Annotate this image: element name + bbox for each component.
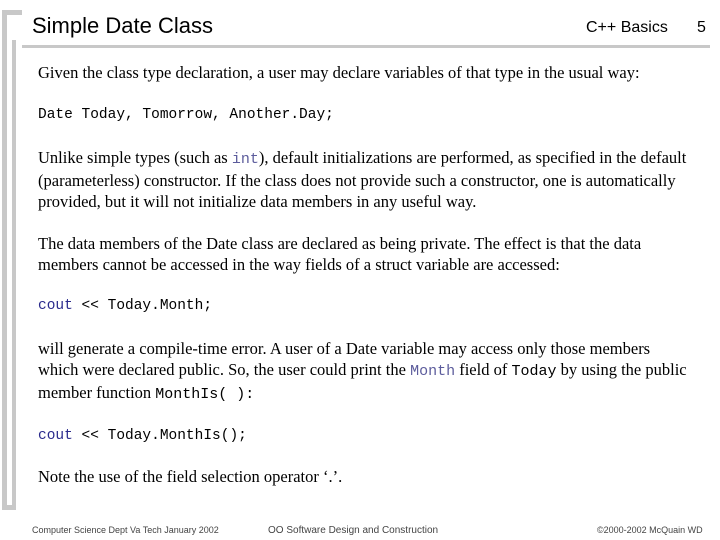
paragraph-field-selection: Note the use of the field selection operator ‘.’.: [38, 467, 343, 486]
header-divider: [22, 45, 710, 48]
inline-code-int: int: [231, 151, 259, 168]
code-keyword-cout: cout: [38, 428, 73, 444]
code-declaration: Date Today, Tomorrow, Another.Day;: [38, 107, 334, 123]
paragraph-text: Unlike simple types (such as: [38, 148, 232, 167]
slide-title: Simple Date Class: [32, 13, 213, 38]
code-valid-access: [38, 426, 688, 447]
paragraph-initialization: [38, 147, 688, 212]
header-topic: C++ Basics: [586, 19, 668, 36]
paragraph-declaration: Given the class type declaration, a user may declare variables of that type in the usual way:: [38, 63, 640, 82]
code-keyword-cout: cout: [38, 298, 73, 314]
inline-code-monthis: MonthIs( ):: [155, 386, 255, 403]
paragraph-text: will generate a compile-time error. A user of a Date variable may access only those members which were declared public. So, the user could print the: [38, 339, 651, 379]
slide-content: [38, 62, 688, 487]
decorative-bracket-bottom: [2, 505, 16, 510]
paragraph-text: by using the public member function: [38, 360, 687, 402]
code-text: << Today.MonthIs();: [72, 428, 247, 444]
paragraph-compile-error: [38, 338, 688, 405]
page-number: 5: [697, 19, 706, 36]
decorative-bracket-left-inner: [12, 40, 16, 505]
footer-center: OO Software Design and Construction: [268, 525, 439, 536]
code-text: << Today.Month;: [72, 298, 213, 314]
decorative-bracket-left-outer: [2, 10, 7, 510]
paragraph-text: field of: [455, 360, 512, 379]
inline-code-month: Month: [410, 363, 456, 380]
footer-right: ©2000-2002 McQuain WD: [597, 525, 703, 535]
paragraph-text: ), default initializations are performed, as specified in the default (parameterless) constructor. If the class does not provide such a constructor, one is automatically provided, but it will not initialize data members in any useful way.: [38, 148, 687, 211]
inline-code-today: Today: [511, 363, 557, 380]
code-invalid-access: [38, 296, 688, 317]
footer-left: Computer Science Dept Va Tech January 2002: [32, 525, 219, 535]
paragraph-private-members: The data members of the Date class are declared as being private. The effect is that the data members cannot be accessed in the way fields of a struct variable are accessed:: [38, 234, 642, 274]
